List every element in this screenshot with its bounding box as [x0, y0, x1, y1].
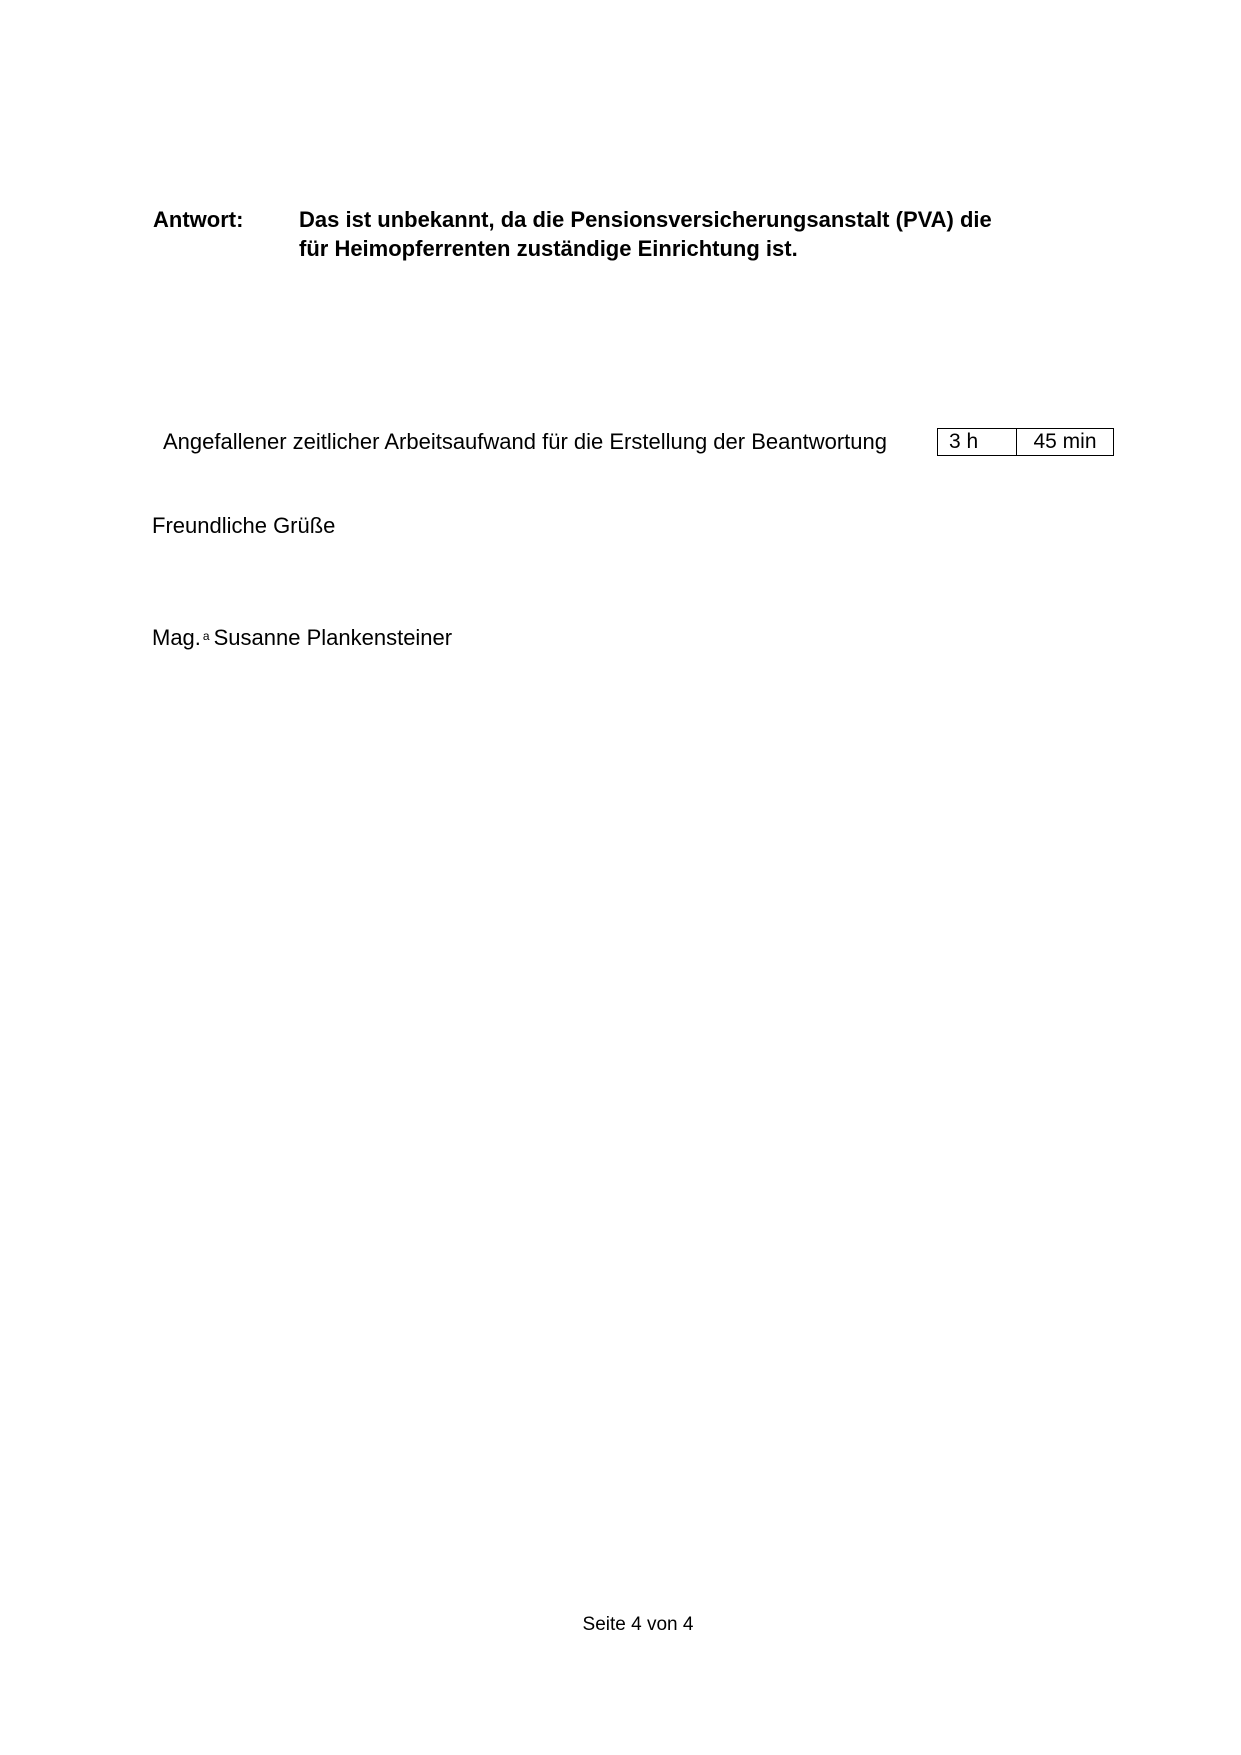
work-effort-hours: 3 h: [938, 429, 1017, 455]
signature: [152, 624, 452, 652]
answer-text-line-2: für Heimopferrenten zuständige Einrichtung ist.: [299, 236, 798, 261]
answer-label: Antwort:: [153, 207, 244, 232]
signature-title-suffix: a: [202, 629, 210, 643]
page-number: Seite 4 von 4: [582, 1614, 694, 1635]
answer-text-line-1: Das ist unbekannt, da die Pensionsversicherungsanstalt (PVA) die: [299, 207, 992, 232]
closing-greeting: Freundliche Grüße: [152, 513, 336, 538]
signature-title: Mag.: [152, 625, 201, 650]
signature-name: Susanne Plankensteiner: [213, 625, 453, 650]
work-effort-minutes: 45 min: [1033, 430, 1097, 453]
work-effort-box: [937, 428, 1114, 456]
answer-text: [299, 205, 1059, 263]
work-effort-label: Angefallener zeitlicher Arbeitsaufwand für die Erstellung der Beantwortung: [163, 429, 887, 454]
